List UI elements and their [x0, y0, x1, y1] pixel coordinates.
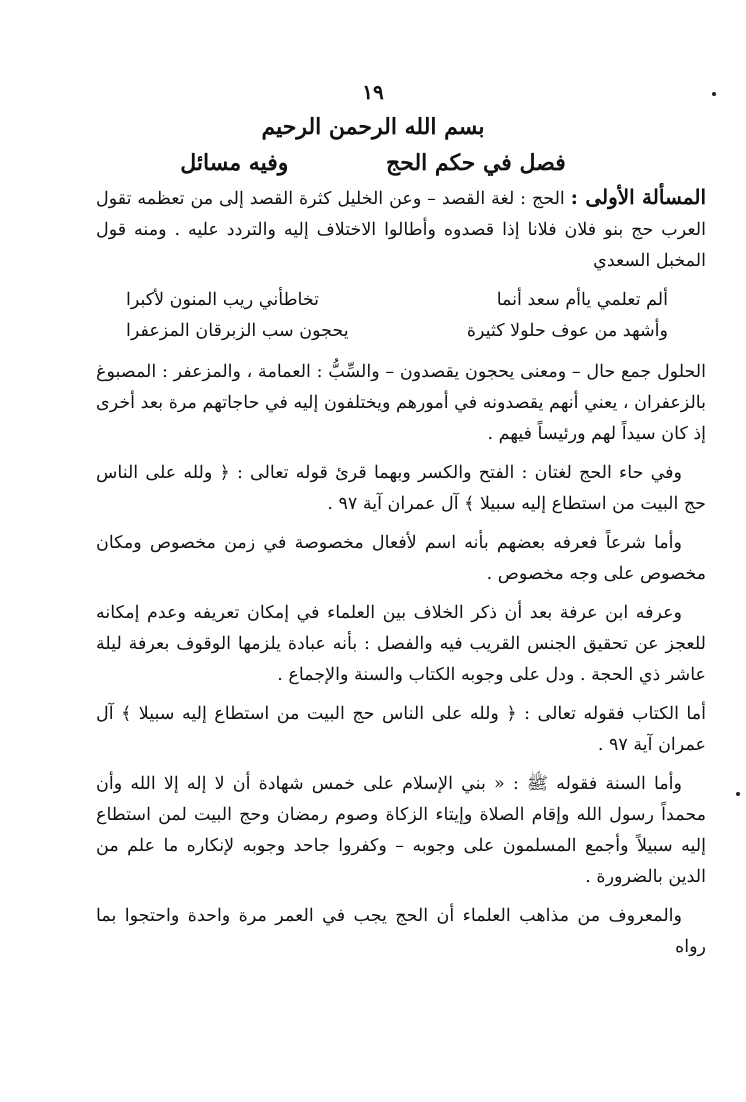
- paragraph-2: الحلول جمع حال – ومعنى يحجون يقصدون – والسِّبُّ : العمامة ، والمزعفر : المصبوغ بالزعفران ، يعني أنهم يقصدونه في أمورهم ويختلفون إليه في حاجاتهم مرة بعد أخرى إذ كان سيداً لهم ورئيساً فيهم .: [96, 362, 706, 444]
- issue-heading: المسألة الأولى :: [570, 185, 706, 209]
- scan-speck: [736, 792, 740, 796]
- chapter-title-sub: وفيه مسائل: [180, 150, 289, 176]
- verse-2-second-hemistich: يحجون سب الزبرقان المزعفرا: [126, 321, 349, 341]
- page-number: ١٩: [362, 80, 384, 104]
- paragraph-4: وأما شرعاً فعرفه بعضهم بأنه اسم لأفعال مخصوصة في زمن مخصوص ومكان مخصوص على وجه مخصوص .: [96, 533, 706, 584]
- chapter-title: [0, 150, 746, 176]
- verse-1-second-hemistich: تخاطأني ريب المنون لأكبرا: [126, 290, 320, 310]
- poem-verse-2: [96, 316, 706, 347]
- poem: [96, 285, 706, 347]
- paragraph-7: وأما السنة فقوله ﷺ : « بني الإسلام على خمس شهادة أن لا إله إلا الله وأن محمداً رسول الله وإقام الصلاة وإيتاء الزكاة وصوم رمضان وحج البيت لمن استطاع إليه سبيلاً وأجمع المسلمون على وجوبه – وكفروا جاحد وجوبه لإنكاره ما علم من الدين بالضرورة .: [96, 774, 706, 887]
- body-text: [96, 182, 706, 971]
- chapter-title-main: فصل في حكم الحج: [386, 150, 566, 176]
- paragraph-1-text: الحج : لغة القصد – وعن الخليل كثرة القصد إلى من تعظمه تقول العرب حج بنو فلان فلانا إذا قصدوه وأطالوا الاختلاف إليه والتردد عليه . ومنه قول المخبل السعدي: [96, 189, 706, 271]
- verse-2-first-hemistich: وأشهد من عوف حلولا كثيرة: [466, 321, 668, 341]
- paragraph-5: وعرفه ابن عرفة بعد أن ذكر الخلاف بين العلماء في إمكان تعريفه وعدم إمكانه للعجز عن تحقيق الجنس القريب فيه والفصل : بأنه عبادة يلزمها الوقوف بعرفة ليلة عاشر ذي الحجة . ودل على وجوبه الكتاب والسنة والإجماع .: [96, 603, 706, 685]
- paragraph-8: والمعروف من مذاهب العلماء أن الحج يجب في العمر مرة واحدة واحتجوا بما رواه: [96, 906, 706, 957]
- paragraph-1: [96, 182, 706, 277]
- verse-1-first-hemistich: ألم تعلمي ياأم سعد أنما: [496, 290, 668, 310]
- paragraph-6: أما الكتاب فقوله تعالى : ﴿ ولله على الناس حج البيت من استطاع إليه سبيلا ﴾ آل عمران آية ٩٧ .: [96, 704, 706, 755]
- paragraph-3: وفي حاء الحج لغتان : الفتح والكسر وبهما قرئ قوله تعالى : ﴿ ولله على الناس حج البيت من استطاع إليه سبيلا ﴾ آل عمران آية ٩٧ .: [96, 463, 706, 514]
- poem-verse-1: [96, 285, 706, 316]
- scan-speck: [712, 92, 716, 96]
- basmala: بسم الله الرحمن الرحيم: [261, 114, 485, 140]
